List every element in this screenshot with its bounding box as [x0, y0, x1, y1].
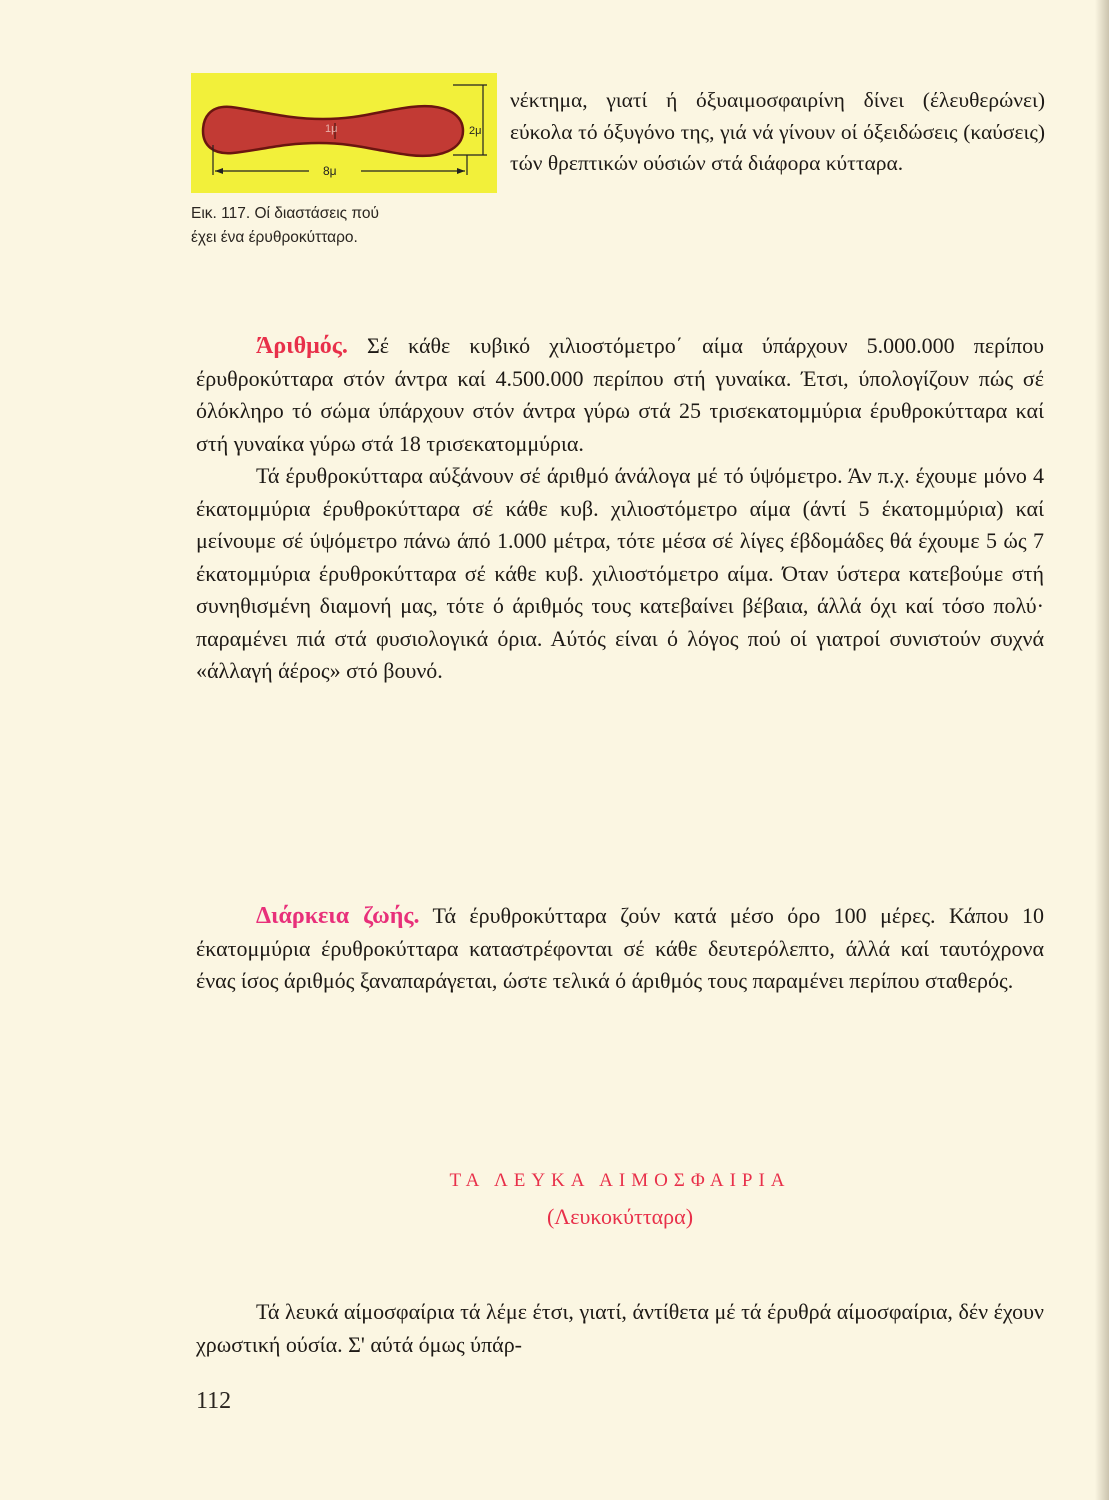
- page-spine-shadow: [1095, 0, 1109, 1500]
- white-cells-paragraph: [196, 1296, 1044, 1361]
- erythrocyte-diagram: [191, 73, 497, 193]
- number-text-2: Τά έρυθροκύτταρα αύξάνουν σέ άριθμό άνάλογα μέ τό ύψόμετρο. Άν π.χ. έχουμε μόνο 4 έκατομμύρια έρυθροκύτταρα σέ κάθε κυβ. χιλιοστόμετρο αίμα (άντί 5 έκατομμύρια) καί μείνουμε σέ ύψόμετρο πάνω άπό 1.000 μέτρα, τότε μέσα σέ λίγες έβδομάδες θά έχουμε 5 ώς 7 έκατομμύρια έρυθροκύτταρα σέ κάθε κυβ. χιλιοστόμετρο αίμα. Όταν ύστερα κατεβούμε στή συνηθισμένη διαμονή μας, τότε ό άριθμός τους κατεβαίνει βέβαια, άλλά όχι καί τόσο πολύ· παραμένει πιά στά φυσιολογικά όρια. Αύτός είναι ό λόγος πού οί γιατροί συνιστούν συχνά «άλλαγή άέρος» στό βουνό.: [196, 463, 1044, 683]
- caption-line-2: έχει ένα έρυθροκύτταρο.: [191, 229, 358, 246]
- number-text-1: Σέ κάθε κυβικό χιλιοστόμετρο΄ αίμα ύπάρχουν 5.000.000 περίπου έρυθροκύτταρα στόν άντρα καί 4.500.000 περίπου στή γυναίκα. Έτσι, ύπολογίζουν πώς σέ όλόκληρο τό σώμα ύπάρχουν στόν άντρα γύρω στά 25 τρισεκατομμύρια έρυθροκύτταρα καί στή γυναίκα γύρω στά 18 τρισεκατομμύρια.: [196, 333, 1045, 456]
- white-cells-subtitle: (Λευκοκύτταρα): [546, 1204, 694, 1229]
- label-cell-width: 8μ: [323, 164, 337, 178]
- figure-caption: [191, 202, 491, 250]
- number-paragraph-2: [196, 460, 1044, 688]
- page-number: 112: [196, 1388, 232, 1414]
- label-cell-thickness: 2μ: [469, 125, 482, 137]
- number-section: [196, 330, 1044, 688]
- lifespan-text: Τά έρυθροκύτταρα ζούν κατά μέσο όρο 100 μέρες. Κάπου 10 έκατομμύρια έρυθροκύτταρα καταστρέφονται σέ κάθε δευτερόλεπτο, άλλά καί ταυτόχρονα ένας ίσος άριθμός ξαναπαράγεται, ώστε τελικά ό άριθμός τους παραμένει περίπου σταθερός.: [196, 903, 1045, 993]
- number-paragraph-1: [196, 330, 1044, 460]
- lifespan-section: [196, 900, 1044, 998]
- number-heading: Άριθμός.: [256, 333, 348, 359]
- intro-paragraph: νέκτημα, γιατί ή όξυαιμοσφαιρίνη δίνει (έλευθερώνει) εύκολα τό όξυγόνο της, γιά νά γίνουν οί όξειδώσεις (καύσεις) τών θρεπτικών ούσιών στά διάφορα κύτταρα.: [510, 88, 1045, 175]
- white-cells-title: ΤΑ ΛΕΥΚΑ ΑΙΜΟΣΦΑΙΡΙΑ: [449, 1170, 791, 1191]
- white-cells-text: Τά λευκά αίμοσφαίρια τά λέμε έτσι, γιατί, άντίθετα μέ τά έρυθρά αίμοσφαίρια, δέν έχουν χρωστική ούσία. Σ' αύτά όμως ύπάρ-: [196, 1299, 1044, 1357]
- label-inner-thickness: 1μ: [325, 123, 338, 135]
- erythrocyte-figure: [191, 73, 497, 193]
- lifespan-heading: Διάρκεια ζωής.: [256, 903, 420, 929]
- caption-line-1: Εικ. 117. Οί διαστάσεις πού: [191, 205, 380, 222]
